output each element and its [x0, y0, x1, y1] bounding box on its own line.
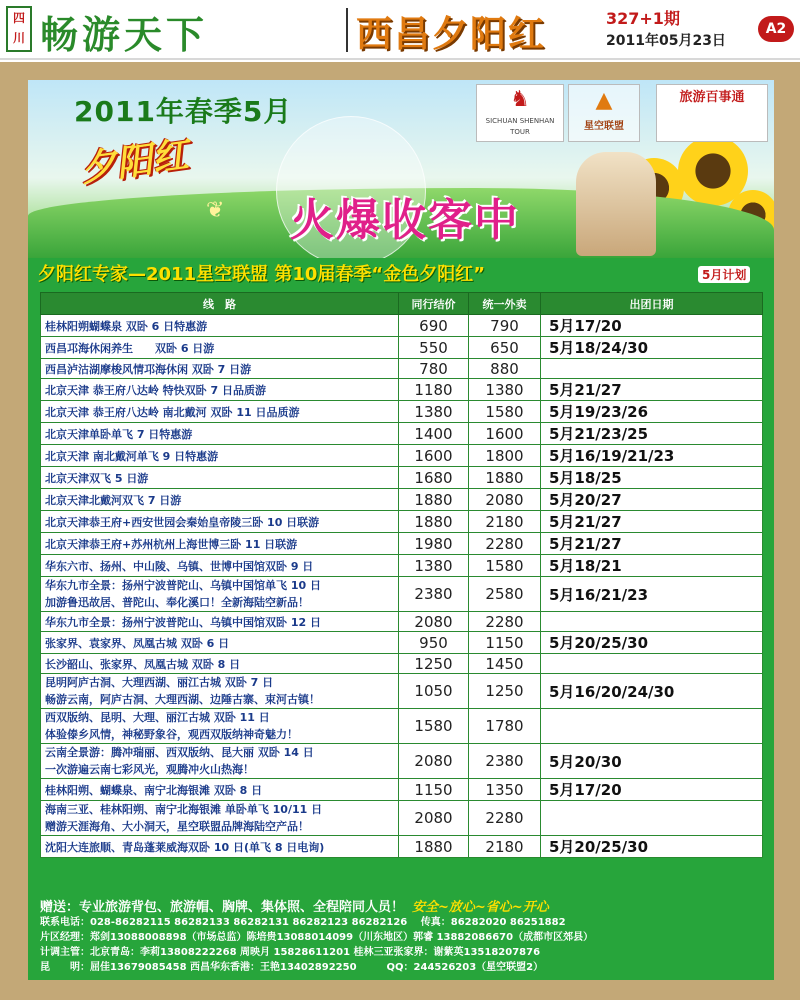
retail-price-cell: 2180: [469, 836, 541, 858]
table-row: [41, 533, 763, 555]
trade-price-cell: 1600: [399, 445, 469, 467]
col-header-departure: 出团日期: [541, 293, 763, 315]
trade-price-cell: 690: [399, 315, 469, 337]
trade-price-cell: 2080: [399, 612, 469, 632]
retail-price-cell: 1600: [469, 423, 541, 445]
table-row: [41, 744, 763, 779]
brand-title: 畅游天下: [40, 12, 209, 57]
route-cell: 北京天津北戴河双飞 7 日游: [41, 489, 399, 511]
departure-date-cell: 5月18/24/30: [541, 337, 763, 359]
section-title: 西昌夕阳红: [356, 14, 547, 55]
trade-price-cell: 1580: [399, 709, 469, 744]
route-name: 西双版纳、昆明、大理、丽江古城 双卧 11 日: [45, 711, 270, 724]
departure-date-cell: 5月20/25/30: [541, 632, 763, 654]
issue-date: 2011年05月23日: [606, 33, 726, 49]
trade-price-cell: 2080: [399, 744, 469, 779]
retail-price-cell: 2380: [469, 744, 541, 779]
elderly-couple-photo: [576, 152, 656, 256]
contact-footer: [40, 896, 762, 976]
slogan: 安全~放心~省心~开心: [412, 900, 549, 915]
promo-banner: [28, 80, 774, 258]
route-cell: 北京天津双飞 5 日游: [41, 467, 399, 489]
col-header-retail-price: 统一外卖: [469, 293, 541, 315]
issue-number: 327+1期: [606, 9, 680, 28]
departure-date-cell: 5月20/27: [541, 489, 763, 511]
route-cell: 桂林阳朔、蝴蝶泉、南宁北海银滩 双卧 8 日: [41, 779, 399, 801]
route-note: 加游鲁迅故居、普陀山、奉化溪口！全新海陆空新品！: [45, 596, 309, 609]
table-row: [41, 654, 763, 674]
ad-panel: [28, 80, 774, 980]
route-cell: [41, 709, 399, 744]
departure-date-cell: 5月16/21/23: [541, 577, 763, 612]
page-number-badge: A2: [758, 16, 794, 42]
departure-date-cell: 5月21/27: [541, 533, 763, 555]
table-row: [41, 445, 763, 467]
sunset-red-logo: 夕阳红: [78, 134, 191, 191]
departure-date-cell: 5月18/25: [541, 467, 763, 489]
table-row: [41, 709, 763, 744]
retail-price-cell: 2580: [469, 577, 541, 612]
page-header: [0, 0, 800, 60]
route-cell: 张家界、袁家界、凤凰古城 双卧 6 日: [41, 632, 399, 654]
route-cell: [41, 674, 399, 709]
trade-price-cell: 1880: [399, 489, 469, 511]
route-cell: [41, 801, 399, 836]
retail-price-cell: 2080: [469, 489, 541, 511]
table-row: [41, 555, 763, 577]
retail-price-cell: 2280: [469, 801, 541, 836]
retail-price-cell: 1880: [469, 467, 541, 489]
route-cell: 桂林阳朔蝴蝶泉 双卧 6 日特惠游: [41, 315, 399, 337]
departure-date-cell: 5月21/23/25: [541, 423, 763, 445]
route-name: 海南三亚、桂林阳朔、南宁北海银滩 单卧单飞 10/11 日: [45, 803, 323, 816]
route-note: 赠游天涯海角、大小洞天，星空联盟品牌海陆空产品！: [45, 820, 309, 833]
table-row: [41, 779, 763, 801]
table-row: [41, 632, 763, 654]
retail-price-cell: 650: [469, 337, 541, 359]
hot-sale-text: 火爆收客中: [290, 195, 520, 246]
departure-date-cell: 5月17/20: [541, 315, 763, 337]
trade-price-cell: 550: [399, 337, 469, 359]
departure-date-cell: [541, 359, 763, 379]
route-cell: 西昌泸沽湖摩梭风情邛海休闲 双卧 7 日游: [41, 359, 399, 379]
season-title: 2011年春季5月: [74, 95, 293, 128]
table-row: [41, 315, 763, 337]
table-header-row: [41, 293, 763, 315]
table-row: [41, 423, 763, 445]
route-name: 云南全景游：腾冲瑞丽、西双版纳、昆大丽 双卧 14 日: [45, 746, 314, 759]
departure-date-cell: 5月18/21: [541, 555, 763, 577]
retail-price-cell: 1450: [469, 654, 541, 674]
route-name: 昆明阿庐古洞、大理西湖、丽江古城 双卧 7 日: [45, 676, 274, 689]
route-cell: 西昌邛海休闲养生 双卧 6 日游: [41, 337, 399, 359]
col-header-route: 线 路: [41, 293, 399, 315]
gift-line: 赠送：专业旅游背包、旅游帽、胸牌、集体照、全程陪同人员！ 安全~放心~省心~开心: [40, 900, 549, 915]
retail-price-cell: 2280: [469, 533, 541, 555]
trade-price-cell: 2380: [399, 577, 469, 612]
route-cell: 北京天津恭王府+西安世园会秦始皇帝陵三卧 10 日联游: [41, 511, 399, 533]
route-name: 华东九市全景：扬州宁波普陀山、乌镇中国馆单飞 10 日: [45, 579, 321, 592]
retail-price-cell: 1380: [469, 379, 541, 401]
departure-date-cell: [541, 612, 763, 632]
contact-phone-line: 联系电话：028-86282115 86282133 86282131 86282123 86282126 传真：86282020 86251882: [40, 917, 566, 928]
trade-price-cell: 1150: [399, 779, 469, 801]
star-alliance-logo: ▲ 星空联盟: [568, 84, 640, 142]
route-cell: 沈阳大连旅顺、青岛蓬莱威海双卧 10 日(单飞 8 日电询): [41, 836, 399, 858]
trade-price-cell: 1980: [399, 533, 469, 555]
table-row: [41, 359, 763, 379]
tour-price-table: [40, 292, 763, 858]
trade-price-cell: 950: [399, 632, 469, 654]
trade-price-cell: 1050: [399, 674, 469, 709]
regional-manager-line: 片区经理：郑剑13088008898（市场总监）陈培贵13088014099（川东地区）郭睿 13882086670（成都市区郊县）: [40, 932, 594, 943]
departure-date-cell: 5月17/20: [541, 779, 763, 801]
col-header-trade-price: 同行结价: [399, 293, 469, 315]
retail-price-cell: 2280: [469, 612, 541, 632]
retail-price-cell: 880: [469, 359, 541, 379]
route-cell: 北京天津恭王府+苏州杭州上海世博三卧 11 日联游: [41, 533, 399, 555]
departure-date-cell: 5月21/27: [541, 379, 763, 401]
ad-frame: [0, 62, 800, 1000]
travel-company-logo: 旅游百事通: [656, 84, 768, 142]
departure-date-cell: [541, 654, 763, 674]
route-cell: 北京天津单卧单飞 7 日特惠游: [41, 423, 399, 445]
trade-price-cell: 2080: [399, 801, 469, 836]
trade-price-cell: 780: [399, 359, 469, 379]
table-row: [41, 577, 763, 612]
trade-price-cell: 1880: [399, 836, 469, 858]
planner-line: 计调主管：北京青岛：李莉13808222268 周映月 15828611201 桂林三亚张家界：谢紫英13518207876: [40, 947, 541, 958]
retail-price-cell: 2180: [469, 511, 541, 533]
table-row: [41, 401, 763, 423]
route-cell: 北京天津 南北戴河单飞 9 日特惠游: [41, 445, 399, 467]
departure-date-cell: [541, 801, 763, 836]
trade-price-cell: 1380: [399, 555, 469, 577]
promo-tagline: 夕阳红专家—2011星空联盟 第10届春季“金色夕阳红”: [38, 264, 486, 285]
trade-price-cell: 1400: [399, 423, 469, 445]
sichuan-tour-logo: ♞ SICHUAN SHENHAN TOUR: [476, 84, 564, 142]
departure-date-cell: 5月21/27: [541, 511, 763, 533]
route-note: 畅游云南，阿庐古洞、大理西湖、边陲古寨、束河古镇！: [45, 693, 320, 706]
trade-price-cell: 1880: [399, 511, 469, 533]
route-cell: 华东六市、扬州、中山陵、乌镇、世博中国馆双卧 9 日: [41, 555, 399, 577]
table-row: [41, 337, 763, 359]
table-row: [41, 511, 763, 533]
departure-date-cell: 5月19/23/26: [541, 401, 763, 423]
trade-price-cell: 1680: [399, 467, 469, 489]
region-badge: 四川: [6, 6, 32, 52]
route-note: 体验傣乡风情，神秘野象谷，观西双版纳神奇魅力！: [45, 728, 298, 741]
butterfly-icon: ❦: [206, 198, 225, 223]
retail-price-cell: 1580: [469, 401, 541, 423]
table-row: [41, 467, 763, 489]
retail-price-cell: 1580: [469, 555, 541, 577]
route-note: 一次游遍云南七彩风光，观腾冲火山热海！: [45, 763, 254, 776]
departure-date-cell: 5月16/20/24/30: [541, 674, 763, 709]
retail-price-cell: 1250: [469, 674, 541, 709]
table-row: [41, 612, 763, 632]
table-row: [41, 836, 763, 858]
departure-date-cell: [541, 709, 763, 744]
retail-price-cell: 1780: [469, 709, 541, 744]
departure-date-cell: 5月20/30: [541, 744, 763, 779]
table-row: [41, 489, 763, 511]
route-cell: [41, 744, 399, 779]
month-plan-badge: 5月计划: [698, 266, 750, 283]
retail-price-cell: 1800: [469, 445, 541, 467]
table-row: [41, 379, 763, 401]
retail-price-cell: 790: [469, 315, 541, 337]
route-cell: [41, 577, 399, 612]
kunming-qq-line: 昆 明：屈佳13679085458 西昌华东香港：王艳13402892250 QQ：244526203（星空联盟2）: [40, 962, 544, 973]
departure-date-cell: 5月20/25/30: [541, 836, 763, 858]
route-cell: 北京天津 恭王府八达岭 特快双卧 7 日品质游: [41, 379, 399, 401]
route-cell: 北京天津 恭王府八达岭 南北戴河 双卧 11 日品质游: [41, 401, 399, 423]
header-divider: [346, 8, 348, 52]
table-row: [41, 801, 763, 836]
route-cell: 长沙韶山、张家界、凤凰古城 双卧 8 日: [41, 654, 399, 674]
departure-date-cell: 5月16/19/21/23: [541, 445, 763, 467]
route-cell: 华东九市全景：扬州宁波普陀山、乌镇中国馆双卧 12 日: [41, 612, 399, 632]
trade-price-cell: 1380: [399, 401, 469, 423]
trade-price-cell: 1180: [399, 379, 469, 401]
trade-price-cell: 1250: [399, 654, 469, 674]
retail-price-cell: 1350: [469, 779, 541, 801]
retail-price-cell: 1150: [469, 632, 541, 654]
table-row: [41, 674, 763, 709]
